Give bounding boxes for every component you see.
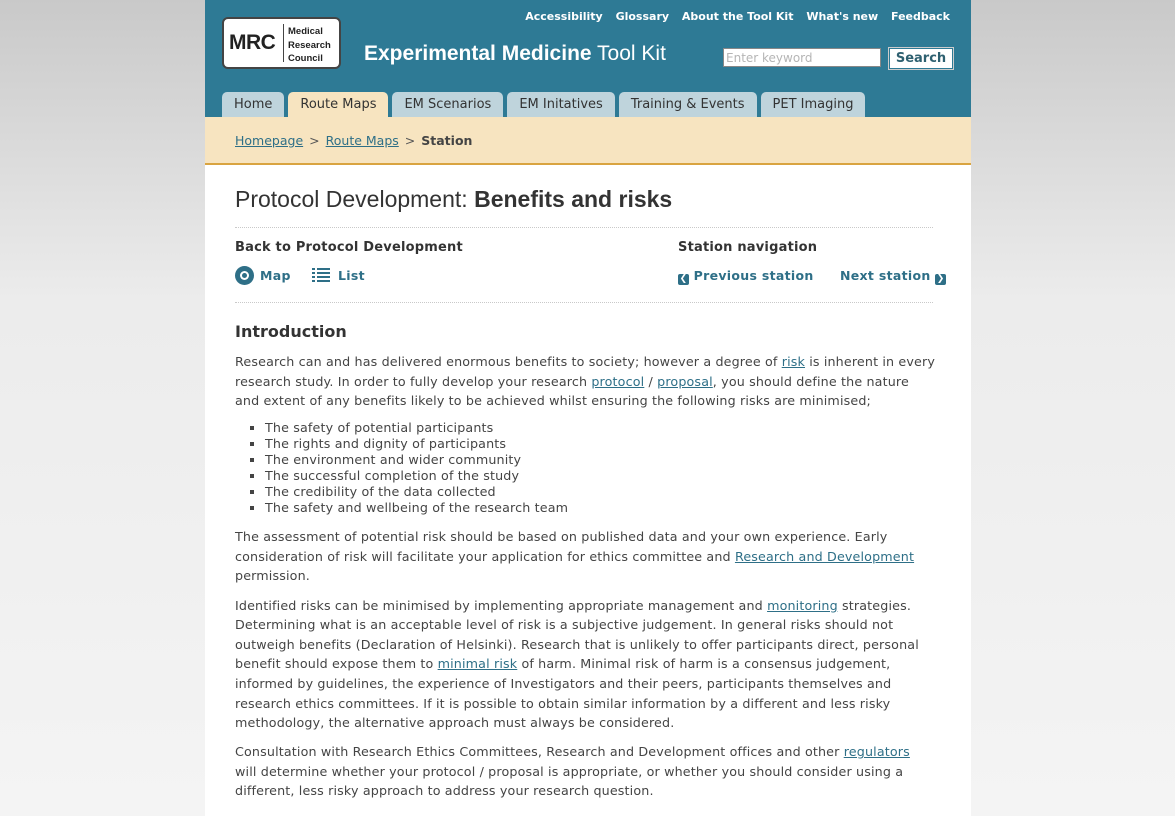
main-nav-tabs (222, 92, 869, 117)
back-nav-heading: Back to Protocol Development (235, 240, 463, 255)
feedback-link[interactable]: Feedback (891, 10, 950, 23)
accessibility-link[interactable]: Accessibility (525, 10, 603, 23)
breadcrumb-current: Station (421, 133, 473, 148)
divider (235, 302, 933, 303)
list-link[interactable]: List (338, 268, 365, 283)
site-header (205, 0, 971, 117)
page-title-prefix: Protocol Development: (235, 186, 475, 212)
logo-word: Medical (288, 26, 323, 37)
glossary-link[interactable]: risk (781, 354, 806, 369)
list-item: ▪ The environment and wider community (265, 452, 935, 468)
paragraph: Consultation with Research Ethics Committees, Research and Development offices and other regulators will determine whether your protocol / proposal is appropriate, or whether you should consider using a different, less risky approach to address your research question. (235, 744, 910, 799)
utility-links (516, 10, 950, 23)
breadcrumb (235, 133, 472, 148)
map-icon[interactable] (235, 266, 254, 285)
list-item: ▪ The rights and dignity of participants (265, 436, 935, 452)
previous-station-label: Previous station (693, 268, 814, 283)
tab-route-maps[interactable]: Route Maps (288, 92, 388, 117)
tab-home[interactable]: Home (222, 92, 284, 117)
breadcrumb-separator: > (404, 133, 416, 148)
page-title-main: Benefits and risks (474, 186, 673, 212)
glossary-link[interactable]: protocol (591, 373, 645, 389)
glossary-link[interactable]: regulators (843, 744, 910, 760)
tab-em-scenarios[interactable]: EM Scenarios (392, 92, 503, 117)
intro-heading: Introduction (235, 322, 347, 341)
paragraph: Research can and has delivered enormous benefits to society; however a degree of risk is inherent in every research study. In order to fully develop your research protocol / proposal, you should define the nature and extent of any benefits likely to be achieved whilst ensuring the following risks are minimised; (235, 354, 936, 409)
station-nav-heading: Station navigation (678, 240, 818, 255)
search-button[interactable]: Search (888, 47, 954, 70)
list-item: ▪ The safety and wellbeing of the research team (265, 500, 935, 516)
tab-training-events[interactable]: Training & Events (619, 92, 757, 117)
chevron-right-icon: ❯ (936, 274, 945, 284)
glossary-link[interactable]: proposal (657, 373, 713, 389)
breadcrumb-separator: > (309, 133, 320, 148)
next-station-link[interactable] (840, 268, 946, 285)
list-item: ▪ The safety of potential participants (265, 420, 935, 436)
tab-pet-imaging[interactable]: PET Imaging (761, 92, 866, 117)
list-item: ▪ The credibility of the data collected (265, 484, 935, 500)
site-title-bold: Experimental Medicine (364, 42, 592, 65)
list-item: ▪ The successful completion of the study (265, 468, 935, 484)
divider (235, 227, 933, 228)
chevron-left-icon: ❮ (679, 274, 688, 284)
glossary-link[interactable]: minimal risk (437, 656, 518, 672)
glossary-link[interactable]: monitoring (767, 597, 838, 613)
page-title (235, 186, 672, 213)
breadcrumb-homepage[interactable]: Homepage (235, 133, 304, 148)
paragraph: The assessment of potential risk should be based on published data and your own experience. Early consideration of risk will facilitate your application for ethics committee and Research and Development permission. (235, 529, 915, 584)
map-link[interactable]: Map (260, 268, 291, 283)
next-station-label: Next station (840, 268, 931, 283)
logo-word: Council (288, 53, 323, 64)
logo-divider (283, 24, 284, 62)
mrc-logo[interactable] (222, 17, 341, 69)
site-title[interactable] (364, 42, 666, 66)
whats-new-link[interactable]: What's new (806, 10, 879, 23)
glossary-link[interactable]: Research and Development (734, 548, 915, 564)
site-title-normal: Tool Kit (591, 42, 666, 65)
about-toolkit-link[interactable]: About the Tool Kit (681, 10, 794, 23)
previous-station-link[interactable] (678, 268, 814, 285)
glossary-link[interactable]: Glossary (615, 10, 670, 23)
page (205, 0, 971, 816)
logo-words (288, 25, 331, 66)
risk-list (235, 420, 935, 516)
article-body (235, 352, 935, 811)
breadcrumb-bar (205, 117, 971, 165)
breadcrumb-route-maps[interactable]: Route Maps (325, 133, 399, 148)
list-icon[interactable] (312, 268, 330, 283)
search-input[interactable] (723, 48, 881, 67)
tab-em-initatives[interactable]: EM Initatives (507, 92, 614, 117)
logo-word: Research (288, 39, 331, 51)
paragraph: Identified risks can be minimised by implementing appropriate management and monitoring strategies. Determining what is an acceptable level of risk is a subjective judgement. In general risks should not outweigh benefits (Declaration of Helsinki). Research that is unlikely to offer participants direct, personal benefit should expose them to minimal risk of harm. Minimal risk of harm is a consensus judgement, informed by guidelines, the experience of Investigators and their peers, participants themselves and research ethics committees. If it is possible to obtain similar information by a different and less risky methodology, the alternative approach must always be considered. (235, 597, 919, 731)
logo-abbr: MRC (229, 31, 276, 54)
